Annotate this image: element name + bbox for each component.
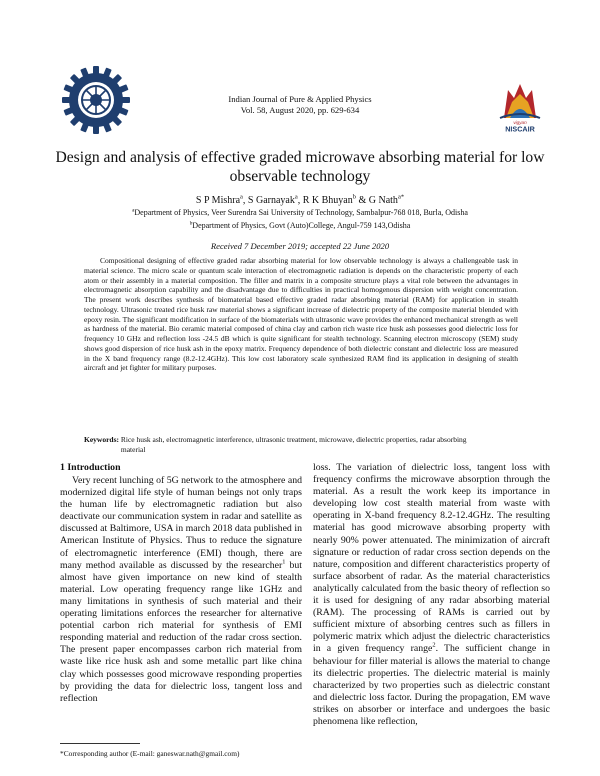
keywords-text: Rice husk ash, electromagnetic interference, ultrasonic treatment, microwave, dielectric properties, radar absorbing material [120,435,467,454]
affiliation-text: Department of Physics, Veer Surendra Sai University of Technology, Sambalpur-768 018, Burla, Odisha [134,208,468,217]
affiliation-mark: a [132,207,135,214]
reference-mark[interactable]: 1 [282,558,286,566]
affiliation-text: Department of Physics, Govt (Auto)College, Angul-759 143,Odisha [192,221,411,230]
author-affiliation-mark: a [240,193,243,201]
body-text: but almost have given importance on new kind of stealth material. Low operating frequency range like 1GHz and many limitations in synthesis of such material and their operating limitations enforces the researcher for alternative potential carbon rich material for synthesis of EMI responding material and reduction of the radar cross section. The present paper encompasses carbon rich material from waste like rice husk ash and some metallic part like china clay which possesses good microwave responding properties by providing the data for dielectric loss, tangent loss and reflection [60,559,302,704]
author-list [0,195,600,206]
received-dates: Received 7 December 2019; accepted 22 June 2020 [210,241,390,251]
footnote-mark: * [60,749,64,758]
footnote-text: Corresponding author (E-mail: ganeswar.nath@gmail.com) [63,749,240,758]
affiliation-b [0,221,600,230]
svg-text:NISCAIR: NISCAIR [505,124,535,134]
keywords [84,435,518,455]
body-text: loss. The variation of dielectric loss, tangent loss with frequency confirms the microwave absorption through the material. As a result the work keep its importance in developing low cost stealth material from waste with operating in X-band frequency 8.2-12.4GHz. The resulting material has good microwave absorbing property with nearly 90% power attenuated. The minimization of aircraft signature or reduction of radar cross section depends on the nature, composition and different characteristics property of surface absorbent of radar. As the material characteristics analytically calculated from the basic theory of reflection so it is used for designing of any radar absorbing material (RAM). The processing of RAMs is carried out by sufficient mixture of absorbing centres such as fillers in polymeric matrix which adjust the dielectric characteristics in a given frequency range [313,462,550,655]
journal-name: Indian Journal of Pure & Applied Physics [228,94,372,104]
abstract: Compositional designing of effective graded radar absorbing material for low observable technology is always a challengeable task in material science. The micro scale or quantum scale interaction of electromagnetic radiation is depends on the characteristic property of each atom or their assembly in a material composition. The filler and matrix in a composite structure plays a vital role between the advantages in electromagnetic absorption capability and the disadvantage due to difficulties in practical homogenous dispersion with weight concentration. The present work describes synthesis of biomaterial based effective graded radar absorbing material (RAM) for application in stealth technology. Ultrasonic treated rice husk raw material shows a significant increase of dielectric property of the composite material blended with epoxy resin. The significant modification in surface of the biomaterials with ultrasonic wave provides the enhanced mechanical strength as well as hardness of the material. Bio ceramic material composed of china clay and carbon rich waste rice husk ash possesses good dielectric loss for frequency 10 GHz and reflection loss -24.5 dB which is quite significant for stealth technology. Scanning electron microscopy (SEM) study shows good dispersion of rice husk ash in the epoxy matrix. Frequency dependence of both dielectric constant and dielectric loss are measured in the X band frequency range (8.2-12.4GHz). This low cost laboratory scale synthesized RAM find its application in designing of stealth aircraft and jet fighter for military purposes. [84,256,518,373]
journal-header [0,94,600,115]
author-name: R K Bhuyan [302,195,353,206]
reference-mark[interactable]: 2 [432,642,436,650]
author-name: S P Mishra [195,195,241,206]
author-name: S Garnayak [247,195,295,206]
author-affiliation-mark: a* [397,193,405,201]
footnote-divider [60,743,140,744]
section-heading: 1 Introduction [60,462,121,473]
svg-text:vigyan: vigyan [513,120,527,125]
author-affiliation-mark: a [294,193,298,201]
affiliation-a [0,208,600,217]
affiliation-mark: b [189,220,193,227]
body-column-right [313,462,550,767]
body-text: Very recent lunching of 5G network to the atmosphere and modernized digital life style of human beings not only traps the human life by electromagnetic radiation but also deactivate our communication system in radar and satellite as discussed at Baltimore, USA in march 2018 data published in American Institute of Physics. Thus to reduce the signature of electromagnetic interference (EMI) though, there are many method available as discussed by the researcher [60,475,302,571]
keywords-label: Keywords: [84,435,119,444]
body-column-left [60,475,302,729]
volume-info: Vol. 58, August 2020, pp. 629-634 [240,104,360,115]
author-separator: , [242,195,248,206]
body-text: . The sufficient change in behaviour for filler material is allows the material to change its dielectric properties. The dielectric material is mainly characterized by two properties such as dielectric constant and dielectric loss factor. During the propagation, EM wave strikes on absorber or interface and undergoes the basic phenomena like reflection, [313,643,550,727]
author-affiliation-mark: b [352,193,356,201]
author-separator: , [297,195,303,206]
author-name: G Nath [368,195,398,206]
article-title: Design and analysis of effective graded microwave absorbing material for low observable technology [55,149,545,185]
footnote [60,749,239,758]
author-separator: & [355,195,369,206]
